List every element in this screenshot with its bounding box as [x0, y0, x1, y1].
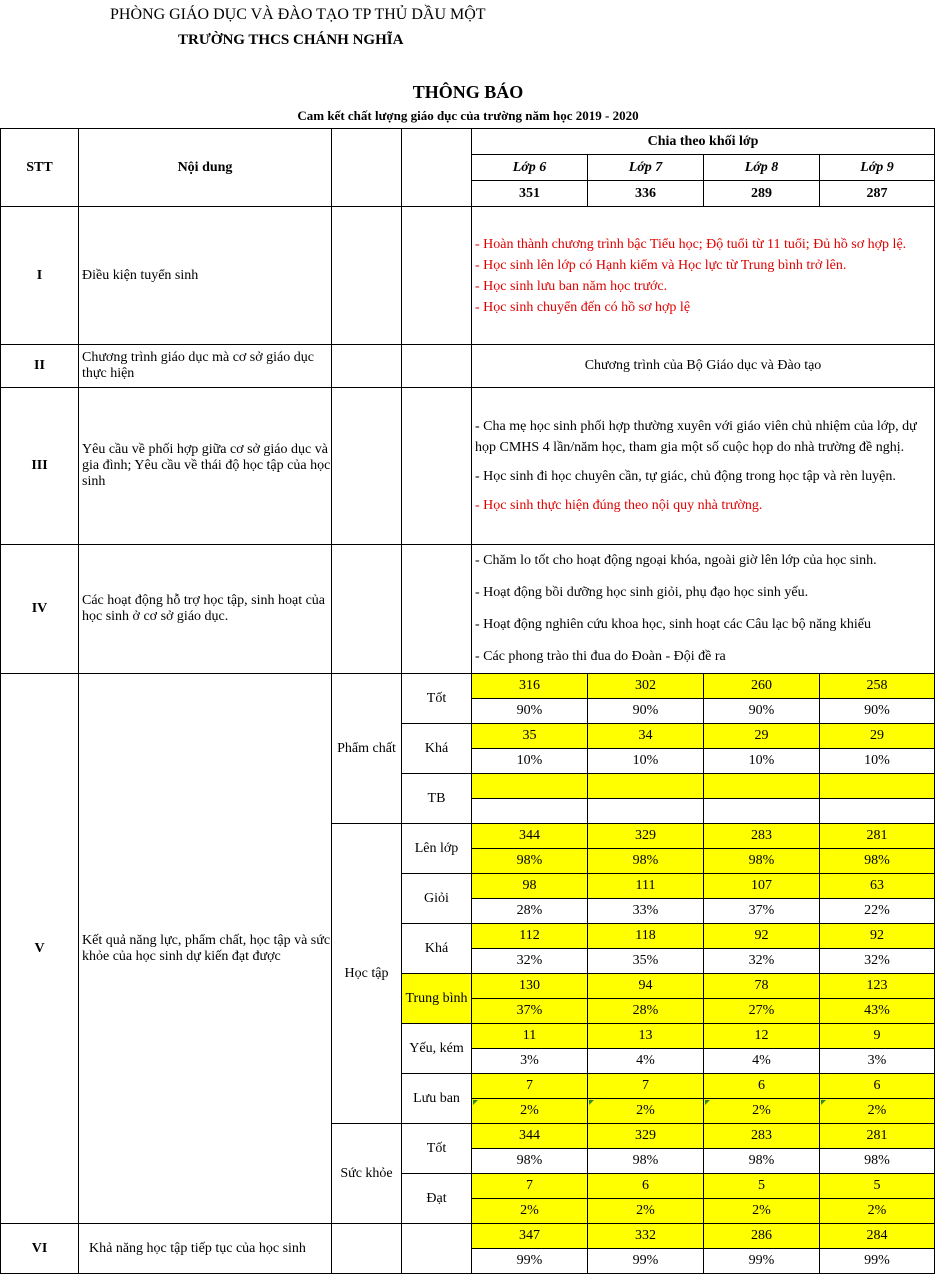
count-cell: 98	[472, 874, 588, 899]
condition-line: - Học sinh lưu ban năm học trước.	[475, 278, 668, 294]
condition-line: - Hoàn thành chương trình bậc Tiểu học; Độ tuổi từ 11 tuổi; Đủ hồ sơ hợp lệ.	[475, 236, 907, 252]
count-cell: 344	[472, 1124, 588, 1149]
percent-cell: 3%	[820, 1049, 935, 1074]
count-cell: 118	[588, 924, 704, 949]
count-cell: 5	[704, 1174, 820, 1199]
count-cell: 11	[472, 1024, 588, 1049]
count-cell: 92	[704, 924, 820, 949]
count-cell: 260	[704, 674, 820, 699]
section-label: Kết quả năng lực, phẩm chất, học tập và sức khỏe của học sinh dự kiến đạt được	[79, 674, 332, 1224]
percent-cell: 98%	[820, 849, 935, 874]
grade-header: Lớp 6	[472, 155, 588, 181]
percent-cell: 90%	[472, 699, 588, 724]
empty-cell	[332, 345, 402, 388]
section-row-i	[1, 207, 935, 345]
empty-header-cell	[332, 129, 402, 207]
count-cell: 9	[820, 1024, 935, 1049]
grade-header: Lớp 8	[704, 155, 820, 181]
section-label: Chương trình giáo dục mà cơ sở giáo dục thực hiện	[79, 345, 332, 388]
count-cell: 12	[704, 1024, 820, 1049]
percent-cell: 32%	[820, 949, 935, 974]
cooperation-requirements	[472, 388, 935, 545]
rating-label: Giỏi	[402, 874, 472, 924]
percent-cell	[588, 799, 704, 824]
count-cell: 35	[472, 724, 588, 749]
rating-label: Trung bình	[402, 974, 472, 1024]
count-cell: 130	[472, 974, 588, 999]
grade-total: 289	[704, 181, 820, 207]
section-number: III	[1, 388, 79, 545]
grade-header: Lớp 7	[588, 155, 704, 181]
count-cell: 29	[704, 724, 820, 749]
percent-cell: 28%	[588, 999, 704, 1024]
result-row	[1, 674, 935, 699]
percent-cell: 10%	[588, 749, 704, 774]
count-cell: 329	[588, 824, 704, 849]
percent-cell: 10%	[472, 749, 588, 774]
count-cell: 123	[820, 974, 935, 999]
grade-group-header: Chia theo khối lớp	[472, 129, 935, 155]
count-cell: 286	[704, 1224, 820, 1249]
percent-cell	[820, 799, 935, 824]
empty-cell	[402, 388, 472, 545]
header-row	[1, 129, 935, 155]
activity-line: - Hoạt động bồi dưỡng học sinh giỏi, phụ đạo học sinh yếu.	[475, 585, 809, 600]
requirement-line: - Học sinh đi học chuyên cần, tự giác, chủ động trong học tập và rèn luyện.	[475, 469, 896, 484]
percent-cell: 99%	[472, 1249, 588, 1274]
rating-label: Tốt	[402, 674, 472, 724]
empty-header-cell	[402, 129, 472, 207]
department-name: PHÒNG GIÁO DỤC VÀ ĐÀO TẠO TP THỦ DẦU MỘT	[110, 6, 486, 23]
count-cell: 7	[588, 1074, 704, 1099]
section-row-vi	[1, 1224, 935, 1249]
grade-total: 351	[472, 181, 588, 207]
category-label: Sức khỏe	[332, 1124, 402, 1224]
percent-cell: 99%	[820, 1249, 935, 1274]
count-cell: 302	[588, 674, 704, 699]
percent-cell: 32%	[704, 949, 820, 974]
section-row-ii	[1, 345, 935, 388]
document-subtitle: Cam kết chất lượng giáo dục của trường năm học 2019 - 2020	[297, 108, 639, 123]
category-label: Phẩm chất	[332, 674, 402, 824]
program-text: Chương trình của Bộ Giáo dục và Đào tạo	[472, 345, 935, 388]
count-cell: 7	[472, 1074, 588, 1099]
percent-cell	[704, 799, 820, 824]
percent-cell: 2%	[472, 1199, 588, 1224]
section-row-iii	[1, 388, 935, 545]
percent-cell: 28%	[472, 899, 588, 924]
count-cell: 92	[820, 924, 935, 949]
percent-cell: 4%	[588, 1049, 704, 1074]
section-number: II	[1, 345, 79, 388]
condition-line: - Học sinh chuyển đến có hồ sơ hợp lệ	[475, 299, 691, 315]
count-cell: 6	[820, 1074, 935, 1099]
rating-label: Yếu, kém	[402, 1024, 472, 1074]
empty-cell	[402, 545, 472, 674]
count-cell: 5	[820, 1174, 935, 1199]
count-cell	[820, 774, 935, 799]
section-row-iv	[1, 545, 935, 674]
percent-cell: 2%	[704, 1099, 820, 1124]
grade-total: 336	[588, 181, 704, 207]
percent-cell: 98%	[588, 849, 704, 874]
count-cell: 283	[704, 1124, 820, 1149]
percent-cell: 27%	[704, 999, 820, 1024]
empty-cell	[332, 545, 402, 674]
empty-cell	[402, 207, 472, 345]
admission-conditions	[472, 207, 935, 345]
school-name: TRƯỜNG THCS CHÁNH NGHĨA	[178, 32, 404, 48]
percent-cell: 98%	[704, 849, 820, 874]
count-cell: 332	[588, 1224, 704, 1249]
percent-cell: 98%	[588, 1149, 704, 1174]
percent-cell: 4%	[704, 1049, 820, 1074]
section-number: VI	[1, 1224, 79, 1274]
percent-cell: 32%	[472, 949, 588, 974]
percent-cell: 98%	[472, 849, 588, 874]
count-cell: 29	[820, 724, 935, 749]
percent-cell: 2%	[704, 1199, 820, 1224]
grade-header: Lớp 9	[820, 155, 935, 181]
percent-cell: 33%	[588, 899, 704, 924]
count-cell: 34	[588, 724, 704, 749]
percent-cell: 37%	[704, 899, 820, 924]
count-cell	[472, 774, 588, 799]
percent-cell: 99%	[704, 1249, 820, 1274]
empty-cell	[402, 1224, 472, 1274]
percent-cell: 2%	[588, 1099, 704, 1124]
percent-cell	[472, 799, 588, 824]
percent-cell: 90%	[588, 699, 704, 724]
empty-cell	[402, 345, 472, 388]
rating-label: Khá	[402, 724, 472, 774]
percent-cell: 2%	[820, 1199, 935, 1224]
grade-total: 287	[820, 181, 935, 207]
section-label: Điều kiện tuyển sinh	[79, 207, 332, 345]
count-cell: 281	[820, 824, 935, 849]
percent-cell: 2%	[472, 1099, 588, 1124]
percent-cell: 3%	[472, 1049, 588, 1074]
rating-label: Lưu ban	[402, 1074, 472, 1124]
rating-label: TB	[402, 774, 472, 824]
count-cell: 329	[588, 1124, 704, 1149]
count-cell: 316	[472, 674, 588, 699]
percent-cell: 10%	[704, 749, 820, 774]
rating-label: Lên lớp	[402, 824, 472, 874]
count-cell: 6	[588, 1174, 704, 1199]
rating-label: Đạt	[402, 1174, 472, 1224]
percent-cell: 90%	[820, 699, 935, 724]
count-cell: 344	[472, 824, 588, 849]
activity-line: - Hoạt động nghiên cứu khoa học, sinh hoạt các Câu lạc bộ năng khiếu	[475, 617, 871, 632]
rating-label: Khá	[402, 924, 472, 974]
section-number: I	[1, 207, 79, 345]
count-cell: 94	[588, 974, 704, 999]
percent-cell: 37%	[472, 999, 588, 1024]
percent-cell: 90%	[704, 699, 820, 724]
activity-line: - Chăm lo tốt cho hoạt động ngoại khóa, ngoài giờ lên lớp của học sinh.	[475, 553, 877, 568]
category-label: Học tập	[332, 824, 402, 1124]
rating-label: Tốt	[402, 1124, 472, 1174]
percent-cell: 2%	[588, 1199, 704, 1224]
requirement-line: - Học sinh thực hiện đúng theo nội quy nhà trường.	[475, 498, 763, 513]
percent-cell: 98%	[472, 1149, 588, 1174]
count-cell: 111	[588, 874, 704, 899]
activity-line: - Các phong trào thi đua do Đoàn - Đội đề ra	[475, 649, 726, 664]
percent-cell: 10%	[820, 749, 935, 774]
percent-cell: 98%	[820, 1149, 935, 1174]
percent-cell: 98%	[704, 1149, 820, 1174]
count-cell: 7	[472, 1174, 588, 1199]
document-title: THÔNG BÁO	[412, 82, 524, 102]
count-cell: 78	[704, 974, 820, 999]
percent-cell: 43%	[820, 999, 935, 1024]
section-label: Yêu cầu về phối hợp giữa cơ sở giáo dục và gia đình; Yêu cầu về thái độ học tập của học sinh	[79, 388, 332, 545]
count-cell: 284	[820, 1224, 935, 1249]
content-header: Nội dung	[79, 129, 332, 207]
commitment-table	[0, 128, 935, 1274]
section-number: V	[1, 674, 79, 1224]
count-cell: 258	[820, 674, 935, 699]
percent-cell: 99%	[588, 1249, 704, 1274]
count-cell: 6	[704, 1074, 820, 1099]
section-label: Khả năng học tập tiếp tục của học sinh	[79, 1224, 332, 1274]
count-cell	[704, 774, 820, 799]
count-cell	[588, 774, 704, 799]
empty-cell	[332, 1224, 402, 1274]
count-cell: 112	[472, 924, 588, 949]
section-label: Các hoạt động hỗ trợ học tập, sinh hoạt của học sinh ở cơ sở giáo dục.	[79, 545, 332, 674]
count-cell: 281	[820, 1124, 935, 1149]
condition-line: - Học sinh lên lớp có Hạnh kiểm và Học lực từ Trung bình trở lên.	[475, 257, 847, 273]
percent-cell: 2%	[820, 1099, 935, 1124]
requirement-line: - Cha mẹ học sinh phối hợp thường xuyên với giáo viên chủ nhiệm của lớp, dự họp CMHS 4 lần/năm học, tham gia một số cuộc họp do nhà trường đề nghị.	[475, 419, 917, 455]
section-number: IV	[1, 545, 79, 674]
percent-cell: 35%	[588, 949, 704, 974]
count-cell: 347	[472, 1224, 588, 1249]
count-cell: 107	[704, 874, 820, 899]
empty-cell	[332, 388, 402, 545]
percent-cell: 22%	[820, 899, 935, 924]
count-cell: 63	[820, 874, 935, 899]
count-cell: 283	[704, 824, 820, 849]
stt-header: STT	[1, 129, 79, 207]
empty-cell	[332, 207, 402, 345]
support-activities	[472, 545, 935, 674]
count-cell: 13	[588, 1024, 704, 1049]
